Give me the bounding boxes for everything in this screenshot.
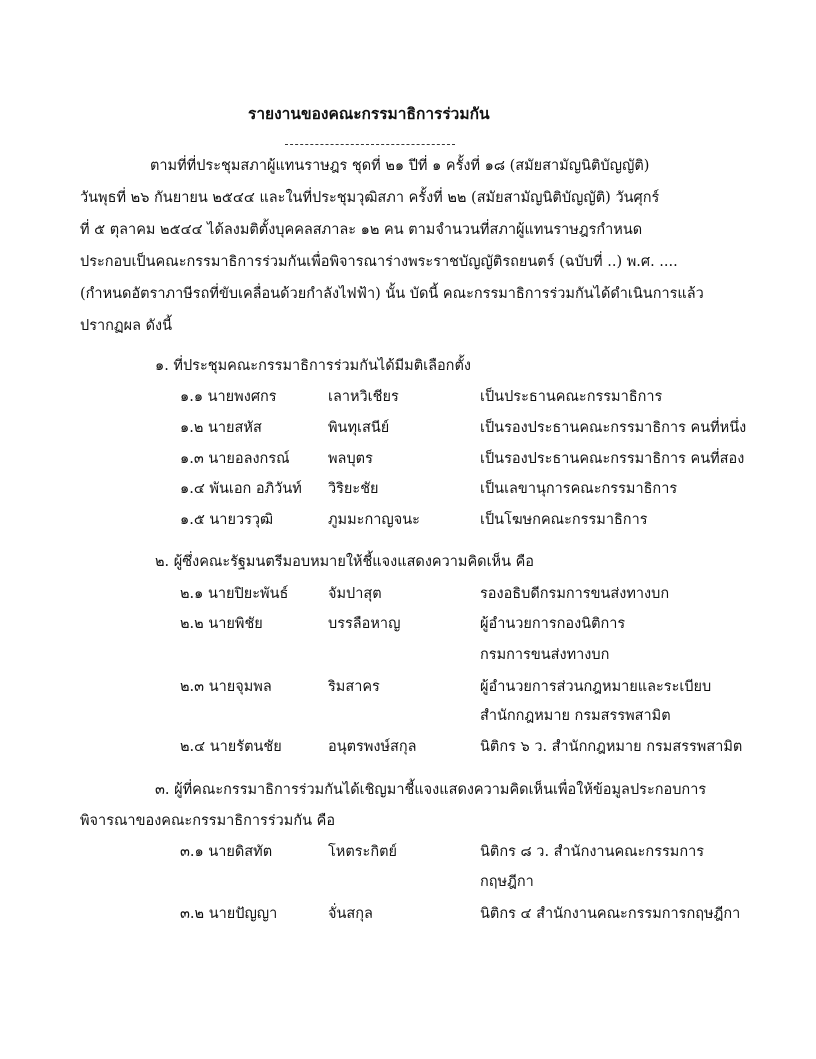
member-surname: พินทุเสนีย์: [328, 420, 390, 436]
invitee-position: นิติกร ๔ สำนักงานคณะกรรมการกฤษฎีกา: [480, 906, 741, 922]
invitee-name: ๓.๒ นายปัญญา: [180, 906, 278, 922]
official-position: รองอธิบดีกรมการขนส่งทางบก: [480, 586, 670, 602]
intro-line: (กำหนดอัตราภาษีรถที่ขับเคลื่อนด้วยกำลังไฟฟ้า) นั้น บัดนี้ คณะกรรมาธิการร่วมกันได้ดำเนินการแล้ว: [80, 286, 704, 302]
member-position: เป็นเลขานุการคณะกรรมาธิการ: [480, 481, 678, 497]
official-position-continued: กรมการขนส่งทางบก: [480, 647, 610, 663]
intro-line: ปรากฏผล ดังนี้: [80, 318, 173, 334]
member-name: ๑.๑ นายพงศกร: [180, 389, 277, 405]
official-surname: ริมสาคร: [328, 679, 380, 695]
member-surname: พลบุตร: [328, 451, 373, 467]
invitee-surname: โหตระกิตย์: [328, 844, 398, 860]
member-surname: ภูมมะกาญจนะ: [328, 512, 420, 528]
member-name: ๑.๔ พันเอก อภิวันท์: [180, 481, 302, 497]
invitee-surname: จั่นสกุล: [328, 906, 373, 922]
section-3-heading-continued: พิจารณาของคณะกรรมาธิการร่วมกัน คือ: [80, 813, 336, 829]
official-name: ๒.๓ นายจุมพล: [180, 679, 272, 695]
official-surname: บรรลือหาญ: [328, 616, 401, 632]
member-surname: เลาหวิเชียร: [328, 389, 399, 405]
intro-line: ที่ ๕ ตุลาคม ๒๕๔๔ ได้ลงมติตั้งบุคคลสภาละ ๑๒ คน ตามจำนวนที่สภาผู้แทนราษฎรกำหนด: [80, 222, 643, 238]
invitee-name: ๓.๑ นายดิสทัต: [180, 844, 273, 860]
intro-line: วันพุธที่ ๒๖ กันยายน ๒๕๔๔ และในที่ประชุมวุฒิสภา ครั้งที่ ๒๒ (สมัยสามัญนิติบัญญัติ) วันศุกร์: [80, 190, 660, 206]
document-title: รายงานของคณะกรรมาธิการร่วมกัน: [248, 104, 490, 123]
member-position: เป็นรองประธานคณะกรรมาธิการ คนที่หนึ่ง: [480, 420, 747, 436]
official-position-continued: สำนักกฎหมาย กรมสรรพสามิต: [480, 708, 671, 724]
official-position: นิติกร ๖ ว. สำนักกฎหมาย กรมสรรพสามิต: [480, 739, 743, 755]
official-position: ผู้อำนวยการกองนิติการ: [480, 616, 626, 632]
official-name: ๒.๔ นายรัตนชัย: [180, 739, 282, 755]
member-name: ๑.๓ นายอลงกรณ์: [180, 451, 290, 467]
title-divider: [285, 144, 455, 145]
invitee-position-continued: กฤษฎีกา: [480, 874, 534, 890]
official-name: ๒.๒ นายพิชัย: [180, 616, 263, 632]
section-2-heading: ๒. ผู้ซึ่งคณะรัฐมนตรีมอบหมายให้ชี้แจงแสดงความคิดเห็น คือ: [155, 554, 535, 570]
member-position: เป็นโฆษกคณะกรรมาธิการ: [480, 512, 648, 528]
member-position: เป็นประธานคณะกรรมาธิการ: [480, 389, 663, 405]
member-position: เป็นรองประธานคณะกรรมาธิการ คนที่สอง: [480, 451, 745, 467]
intro-line: ประกอบเป็นคณะกรรมาธิการร่วมกันเพื่อพิจารณาร่างพระราชบัญญัติรถยนตร์ (ฉบับที่ ..) พ.ศ. ....: [80, 254, 678, 270]
intro-line: ตามที่ที่ประชุมสภาผู้แทนราษฎร ชุดที่ ๒๑ ปีที่ ๑ ครั้งที่ ๑๘ (สมัยสามัญนิติบัญญัติ): [150, 158, 650, 174]
member-name: ๑.๕ นายวรวุฒิ: [180, 512, 274, 528]
official-surname: อนุตรพงษ์สกุล: [328, 739, 417, 755]
invitee-position: นิติกร ๘ ว. สำนักงานคณะกรรมการ: [480, 844, 705, 860]
section-1-heading: ๑. ที่ประชุมคณะกรรมาธิการร่วมกันได้มีมติเลือกตั้ง: [155, 358, 471, 374]
member-name: ๑.๒ นายสหัส: [180, 420, 262, 436]
member-surname: วิริยะชัย: [328, 481, 379, 497]
official-name: ๒.๑ นายปิยะพันธ์: [180, 586, 289, 602]
official-position: ผู้อำนวยการส่วนกฎหมายและระเบียบ: [480, 679, 712, 695]
section-3-heading: ๓. ผู้ที่คณะกรรมาธิการร่วมกันได้เชิญมาชี้แจงแสดงความคิดเห็นเพื่อให้ข้อมูลประกอบการ: [155, 782, 707, 798]
official-surname: จัมปาสุต: [328, 586, 382, 602]
